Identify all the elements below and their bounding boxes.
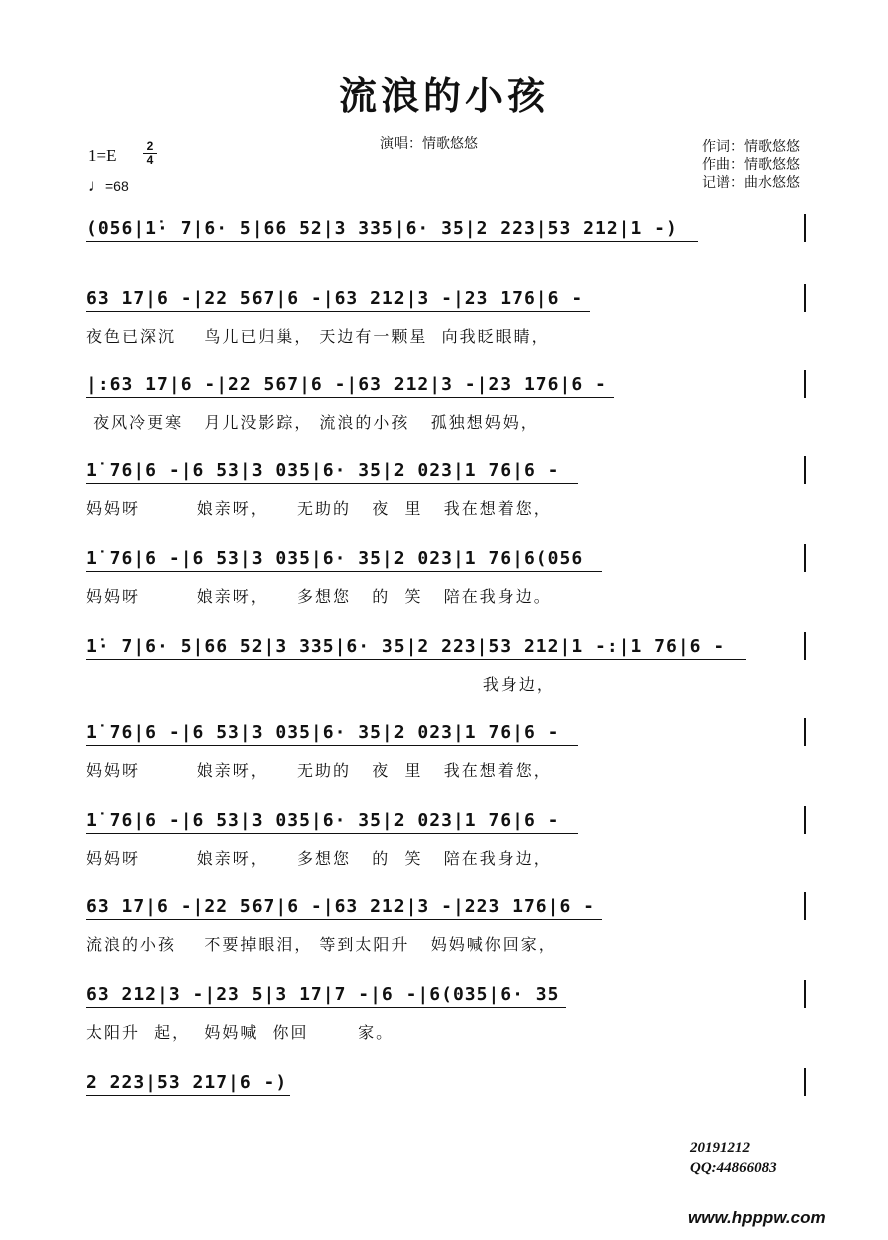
- beam-underline: [86, 1095, 290, 1098]
- barline-end: [804, 544, 806, 572]
- transcriber-credit: 记谱：曲水悠悠: [702, 175, 800, 191]
- notation-notes: 1̇ 76|6 -|6 53|3 035|6· 35|2 023|1 76|6 -: [86, 810, 560, 831]
- credits-block: [702, 138, 800, 192]
- barline-end: [804, 1068, 806, 1096]
- notation-notes: 1̇ 76|6 -|6 53|3 035|6· 35|2 023|1 76|6 -: [86, 460, 560, 481]
- notation-notes: (056|1̇· 7|6· 5|66 52|3 335|6· 35|2 223|53 212|1 -): [86, 218, 678, 239]
- notation-notes: |:63 17|6 -|22 567|6 -|63 212|3 -|23 176|6 -: [86, 374, 607, 395]
- tempo-marking: [88, 176, 129, 196]
- lyric-line: 夜风冷更寒 月儿没影踪， 流浪的小孩 孤独想妈妈，: [86, 413, 539, 432]
- date-stamp: 20191212: [690, 1140, 750, 1156]
- lyric-line: 妈妈呀 娘亲呀， 多想您 的 笑 陪在我身边。: [86, 587, 552, 606]
- notation-notes: 63 212|3 -|23 5|3 17|7 -|6 -|6(035|6· 35: [86, 984, 560, 1005]
- website-watermark: www.hpppw.com: [688, 1208, 826, 1227]
- beam-underline: [86, 833, 578, 836]
- lyric-line: 妈妈呀 娘亲呀， 多想您 的 笑 陪在我身边，: [86, 849, 552, 868]
- notation-notes: 2 223|53 217|6 -): [86, 1072, 288, 1093]
- beam-underline: [86, 659, 746, 662]
- notation-notes: 1̇ 76|6 -|6 53|3 035|6· 35|2 023|1 76|6(056: [86, 548, 584, 569]
- lyric-line: 夜色已深沉 鸟儿已归巢， 天边有一颗星 向我眨眼睛，: [86, 327, 550, 346]
- beam-underline: [86, 1007, 566, 1010]
- notation-notes: 63 17|6 -|22 567|6 -|63 212|3 -|223 176|6 -: [86, 896, 595, 917]
- beam-underline: [86, 919, 602, 922]
- beam-underline: [86, 483, 578, 486]
- tempo-value: =68: [105, 178, 129, 194]
- barline-end: [804, 370, 806, 398]
- time-signature: [143, 140, 157, 167]
- beam-underline: [86, 397, 614, 400]
- key-signature: 1=E: [88, 146, 117, 165]
- barline-end: [804, 456, 806, 484]
- notation-notes: 63 17|6 -|22 567|6 -|63 212|3 -|23 176|6 -: [86, 288, 584, 309]
- lyric-line: 我身边，: [86, 675, 555, 694]
- qq-contact: QQ:44866083: [690, 1160, 777, 1176]
- quarter-note-icon: ♩: [88, 176, 105, 195]
- barline-end: [804, 980, 806, 1008]
- song-title: 流浪的小孩: [338, 74, 549, 118]
- composer-credit: 作曲：情歌悠悠: [702, 157, 800, 173]
- notation-line: [86, 1072, 806, 1120]
- lyricist-credit: 作词：情歌悠悠: [702, 139, 800, 155]
- notation-line: [86, 218, 806, 266]
- beam-underline: [86, 241, 698, 244]
- barline-end: [804, 214, 806, 242]
- time-signature-top: 2: [146, 139, 154, 153]
- beam-underline: [86, 311, 590, 314]
- barline-end: [804, 892, 806, 920]
- notation-notes: 1̇· 7|6· 5|66 52|3 335|6· 35|2 223|53 212|1 -:|1 76|6 -: [86, 636, 726, 657]
- beam-underline: [86, 745, 578, 748]
- barline-end: [804, 632, 806, 660]
- lyric-line: 流浪的小孩 不要掉眼泪， 等到太阳升 妈妈喊你回家，: [86, 935, 557, 954]
- barline-end: [804, 284, 806, 312]
- notation-notes: 1̇ 76|6 -|6 53|3 035|6· 35|2 023|1 76|6 -: [86, 722, 560, 743]
- barline-end: [804, 718, 806, 746]
- lyric-line: 妈妈呀 娘亲呀， 无助的 夜 里 我在想着您，: [86, 761, 552, 780]
- beam-underline: [86, 571, 602, 574]
- barline-end: [804, 806, 806, 834]
- time-signature-bottom: 4: [143, 153, 157, 167]
- lyric-line: 妈妈呀 娘亲呀， 无助的 夜 里 我在想着您，: [86, 499, 552, 518]
- singer-credit: 演唱：情歌悠悠: [380, 136, 478, 152]
- lyric-line: 太阳升 起， 妈妈喊 你回 家。: [86, 1023, 395, 1042]
